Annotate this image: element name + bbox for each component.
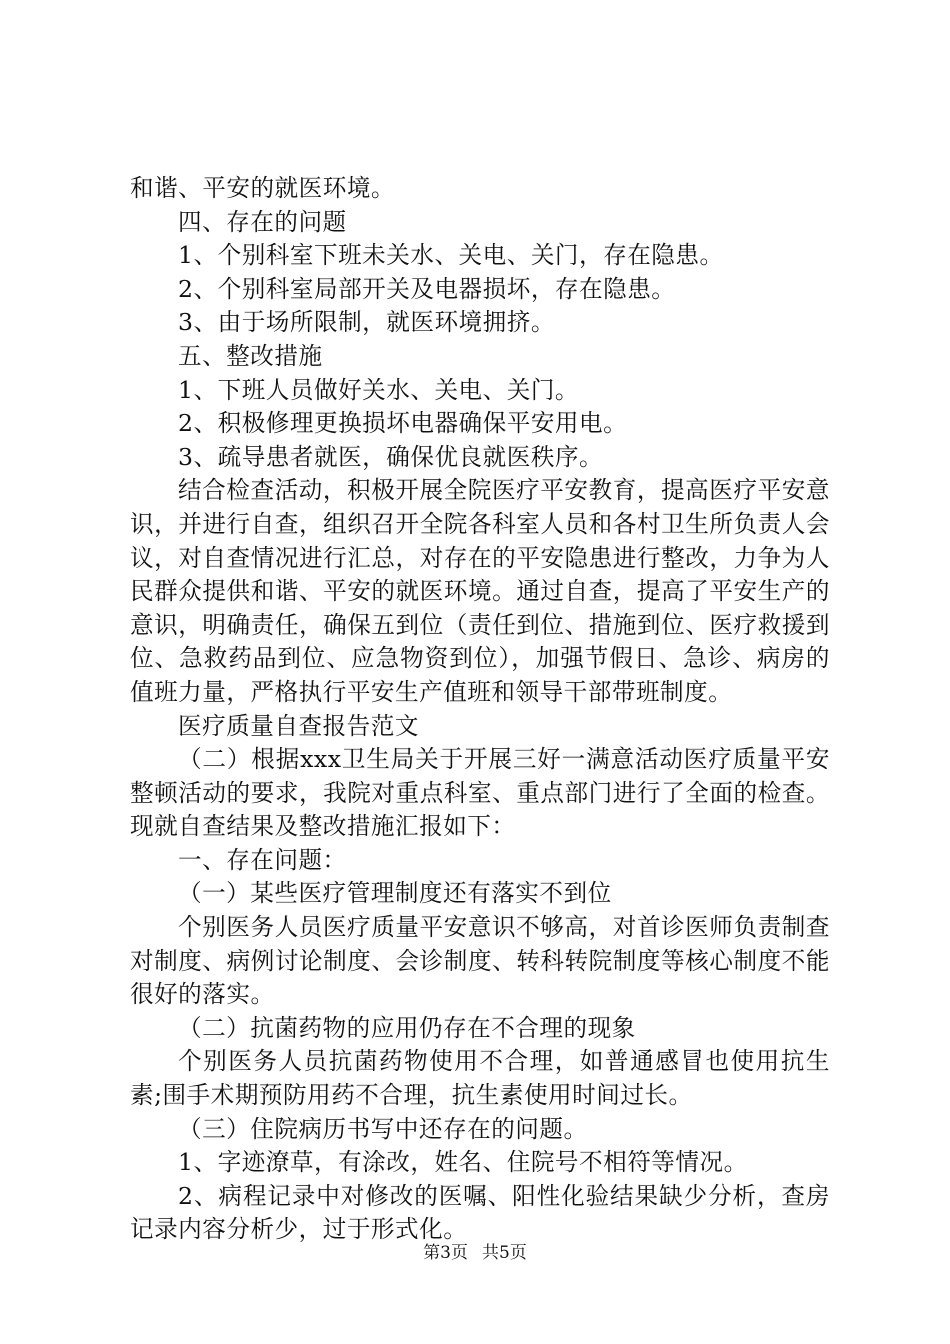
paragraph: 2、病程记录中对修改的医嘱、阳性化验结果缺少分析，查房记录内容分析少，过于形式化。 (130, 1181, 830, 1244)
paragraph: （二）抗菌药物的应用仍存在不合理的现象 (178, 1013, 636, 1042)
paragraph: 个别医务人员医疗质量平安意识不够高，对首诊医师负责制查对制度、病例讨论制度、会诊制度、转科转院制度等核心制度不能很好的落实。 (130, 913, 830, 1009)
paragraph: 结合检查活动，积极开展全院医疗平安教育，提高医疗平安意识，并进行自查，组织召开全院各科室人员和各村卫生所负责人会议，对自查情况进行汇总，对存在的平安隐患进行整改，力争为人民群众提供和谐、平安的就医环境。通过自查，提高了平安生产的意识，明确责任，确保五到位（责任到位、措施到位、医疗救援到位、急救药品到位、应急物资到位），加强节假日、急诊、病房的值班力量，严格执行平安生产值班和领导干部带班制度。 (130, 476, 830, 706)
page-total: 共5页 (482, 1243, 527, 1263)
paragraph: 医疗质量自查报告范文 (178, 711, 419, 740)
paragraph: 1、个别科室下班未关水、关电、关门，存在隐患。 (178, 241, 724, 270)
paragraph: （三）住院病历书写中还存在的问题。 (178, 1114, 588, 1143)
page-footer (0, 1242, 950, 1264)
page-number: 第3页 (423, 1243, 468, 1263)
paragraph: （二）根据xxx卫生局关于开展三好一满意活动医疗质量平安整顿活动的要求，我院对重点科室、重点部门进行了全面的检查。现就自查结果及整改措施汇报如下： (130, 745, 830, 841)
paragraph: 和谐、平安的就医环境。 (130, 174, 396, 202)
paragraph: 一、存在问题： (178, 845, 347, 874)
document-body (130, 172, 830, 1247)
paragraph: 个别医务人员抗菌药物使用不合理，如普通感冒也使用抗生素;围手术期预防用药不合理，抗生素使用时间过长。 (130, 1047, 830, 1110)
paragraph: 四、存在的问题 (178, 207, 347, 236)
paragraph: 3、疏导患者就医，确保优良就医秩序。 (178, 442, 604, 471)
paragraph: 3、由于场所限制，就医环境拥挤。 (178, 308, 555, 337)
paragraph: 2、积极修理更换损坏电器确保平安用电。 (178, 409, 628, 438)
paragraph: 1、字迹潦草，有涂改，姓名、住院号不相符等情况。 (178, 1148, 748, 1177)
paragraph: 1、下班人员做好关水、关电、关门。 (178, 375, 580, 404)
paragraph: 2、个别科室局部开关及电器损坏，存在隐患。 (178, 274, 676, 303)
paragraph: （一）某些医疗管理制度还有落实不到位 (178, 879, 612, 908)
paragraph: 五、整改措施 (178, 341, 323, 370)
